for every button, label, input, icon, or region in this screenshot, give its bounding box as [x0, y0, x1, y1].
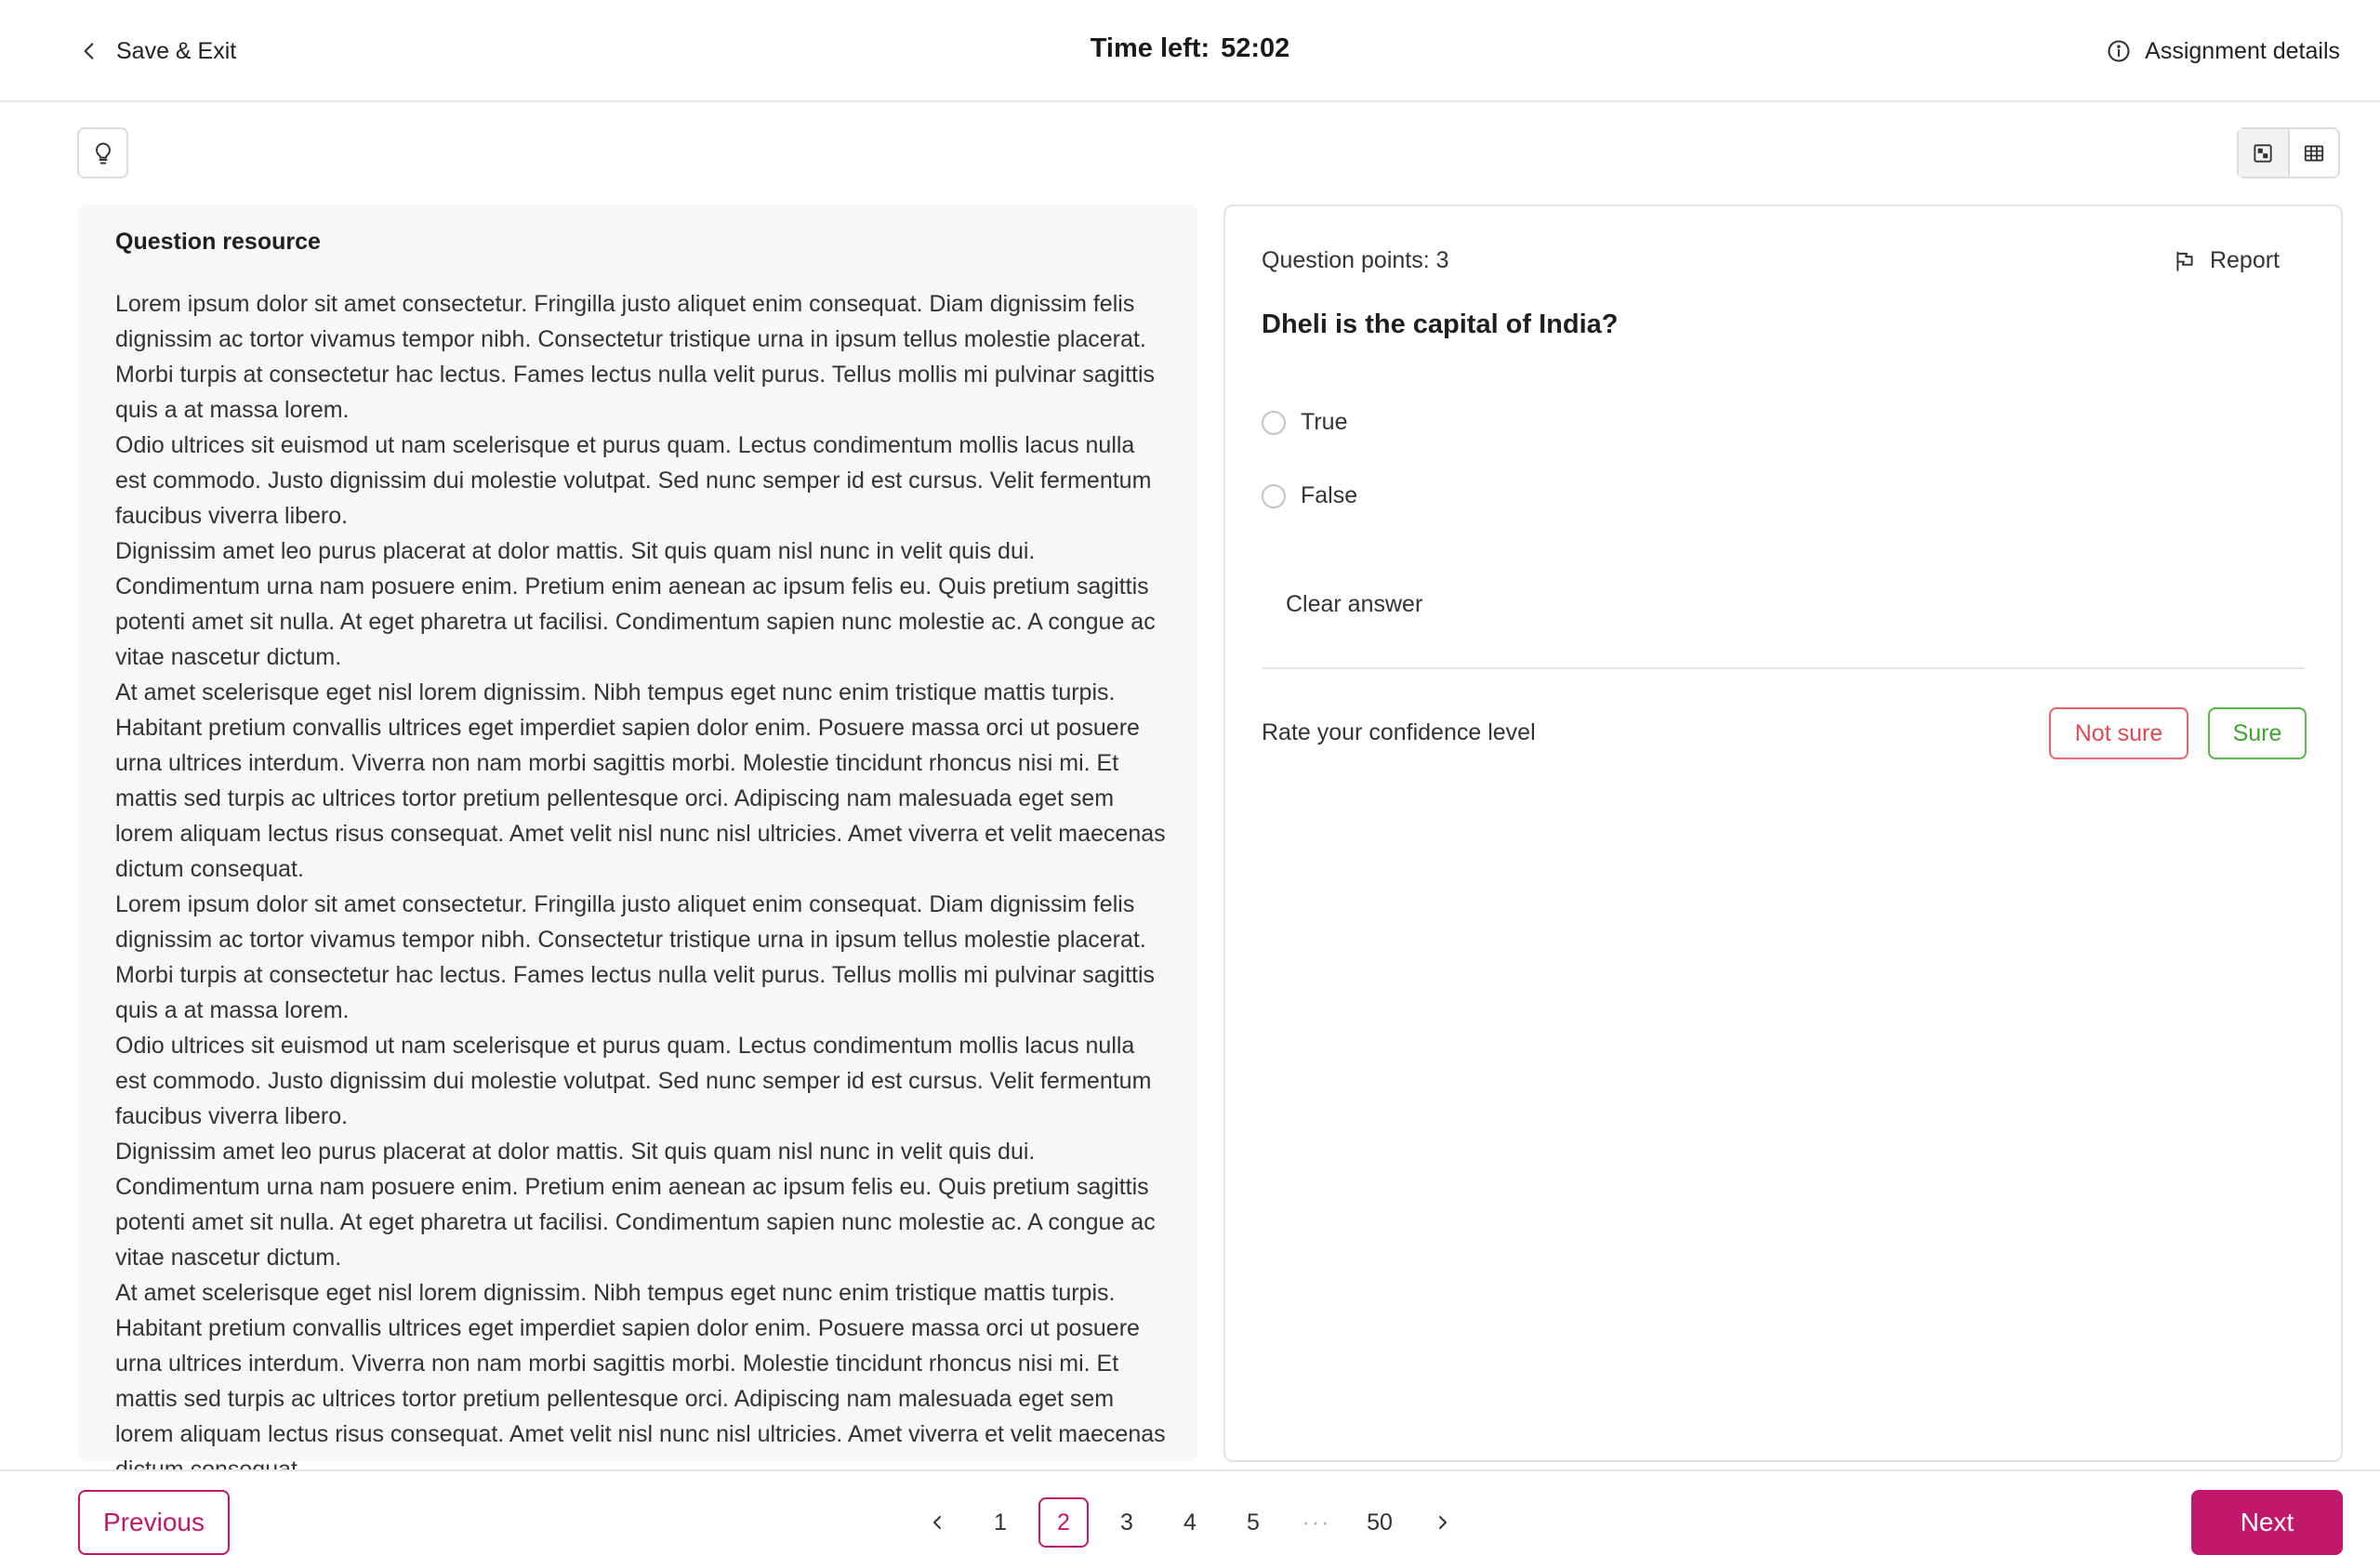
info-icon — [2106, 38, 2132, 64]
divider — [1262, 667, 2305, 669]
question-panel — [1223, 204, 2343, 1462]
page-1[interactable]: 1 — [994, 1509, 1007, 1535]
page-5[interactable]: 5 — [1247, 1509, 1260, 1535]
flag-icon — [2173, 249, 2197, 273]
page-ellipsis: ··· — [1302, 1509, 1331, 1535]
single-view-button[interactable] — [2239, 129, 2288, 177]
page-4[interactable]: 4 — [1183, 1509, 1197, 1535]
prev-page-button[interactable] — [912, 1497, 962, 1548]
footer-bar — [0, 1469, 2380, 1545]
grid-view-icon — [2302, 141, 2326, 165]
single-view-icon — [2251, 141, 2275, 165]
resource-text — [115, 286, 1166, 1487]
resource-paragraph: Odio ultrices sit euismod ut nam scelerisque et purus quam. Lectus condimentum mollis lacus nulla est commodo. Justo dignissim dui molestie volutpat. Sed nunc semper id est cursus. Velit fermentum faucibus viverra libero. — [115, 1033, 1152, 1129]
pagination — [0, 1497, 2380, 1548]
option-false[interactable] — [1262, 482, 1357, 509]
report-label: Report — [2209, 247, 2280, 273]
timer-label: Time left: — [1090, 33, 1210, 63]
radio-button[interactable] — [1262, 411, 1286, 435]
assignment-details-button[interactable] — [2106, 32, 2340, 71]
next-page-button[interactable] — [1418, 1497, 1468, 1548]
question-points: Question points: 3 — [1262, 247, 1449, 273]
option-label: True — [1301, 409, 1348, 435]
resource-paragraph: Dignissim amet leo purus placerat at dolor mattis. Sit quis quam nisl nunc in velit quis dui. Condimentum urna nam posuere enim. Pretium enim aenean ac ipsum felis eu. Quis pretium sagittis potenti amet sit nulla. At eget pharetra ut facilisi. Condimentum sapien nunc molestie ac. A congue ac vitae nascetur dictum. — [115, 1139, 1156, 1271]
report-button[interactable] — [2173, 247, 2280, 274]
confidence-label: Rate your confidence level — [1262, 719, 1536, 745]
page-3[interactable]: 3 — [1120, 1509, 1133, 1535]
question-title: Dheli is the capital of India? — [1262, 310, 1619, 339]
lightbulb-icon — [90, 140, 116, 166]
clear-answer-button[interactable]: Clear answer — [1286, 591, 1423, 617]
resource-paragraph: At amet scelerisque eget nisl lorem dignissim. Nibh tempus eget nunc enim tristique mattis turpis. Habitant pretium convallis ultrices eget imperdiet sapien dolor enim. Posuere massa orci ut posuere urna ultrices interdum. Viverra non nam morbi sagittis morbi. Molestie tincidunt rhoncus nisi mi. Et mattis sed turpis ac ultrices tortor pretium pellentesque orci. Adipiscing nam malesuada eget sem lorem aliquam lectus risus consequat. Amet velit nisl nunc nisl ultricies. Amet viverra et velit maecenas — [115, 1280, 1166, 1447]
hint-button[interactable] — [77, 127, 128, 178]
next-button[interactable]: Next — [2191, 1490, 2343, 1555]
not-sure-button[interactable]: Not sure — [2049, 707, 2188, 759]
resource-paragraph: Lorem ipsum dolor sit amet consectetur. Fringilla justo aliquet enim consequat. Diam dignissim felis dignissim ac tortor vivamus tempor nibh. Consectetur tristique urna in ipsum tellus molestie placerat. Morbi turpis at consectetur hac lectus. Fames lectus nulla velit purus. Tellus mollis mi pulvinar sagittis quis a at massa lorem. — [115, 291, 1156, 423]
radio-button[interactable] — [1262, 484, 1286, 508]
resource-paragraph: Dignissim amet leo purus placerat at dolor mattis. Sit quis quam nisl nunc in velit quis dui. Condimentum urna nam posuere enim. Pretium enim aenean ac ipsum felis eu. Quis pretium sagittis potenti amet sit nulla. At eget pharetra ut facilisi. Condimentum sapien nunc molestie ac. A congue ac vitae nascetur dictum. — [115, 538, 1156, 670]
question-resource-panel[interactable] — [78, 204, 1197, 1461]
view-toggle — [2237, 127, 2340, 178]
sure-button[interactable]: Sure — [2208, 707, 2307, 759]
previous-button[interactable]: Previous — [78, 1490, 230, 1555]
save-exit-label: Save & Exit — [116, 37, 237, 64]
option-true[interactable] — [1262, 409, 1347, 436]
resource-title: Question resource — [115, 229, 321, 255]
top-bar — [0, 0, 2380, 102]
chevron-right-icon — [1432, 1511, 1454, 1534]
grid-view-button[interactable] — [2288, 129, 2339, 177]
chevron-left-icon — [926, 1511, 948, 1534]
timer-value: 52:02 — [1221, 33, 1290, 63]
resource-paragraph: At amet scelerisque eget nisl lorem dignissim. Nibh tempus eget nunc enim tristique mattis turpis. Habitant pretium convallis ultrices eget imperdiet sapien dolor enim. Posuere massa orci ut posuere urna ultrices interdum. Viverra non nam morbi sagittis morbi. Molestie tincidunt rhoncus nisi mi. Et mattis sed turpis ac ultrices tortor pretium pellentesque orci. Adipiscing nam malesuada eget sem lorem aliquam lectus risus consequat. Amet velit nisl nunc nisl ultricies. Amet viverra et velit maecenas dictum consequat. — [115, 679, 1166, 882]
resource-paragraph: Lorem ipsum dolor sit amet consectetur. Fringilla justo aliquet enim consequat. Diam dignissim felis dignissim ac tortor vivamus tempor nibh. Consectetur tristique urna in ipsum tellus molestie placerat. Morbi turpis at consectetur hac lectus. Fames lectus nulla velit purus. Tellus mollis mi pulvinar sagittis quis a at massa lorem. — [115, 891, 1156, 1023]
assignment-details-label: Assignment details — [2145, 37, 2340, 64]
resource-paragraph: Odio ultrices sit euismod ut nam scelerisque et purus quam. Lectus condimentum mollis lacus nulla est commodo. Justo dignissim dui molestie volutpat. Sed nunc semper id est cursus. Velit fermentum faucibus viverra libero. — [115, 432, 1152, 529]
page-50[interactable]: 50 — [1367, 1509, 1393, 1535]
page-2[interactable]: 2 — [1038, 1497, 1089, 1548]
timer — [0, 33, 2380, 64]
option-label: False — [1301, 482, 1358, 508]
